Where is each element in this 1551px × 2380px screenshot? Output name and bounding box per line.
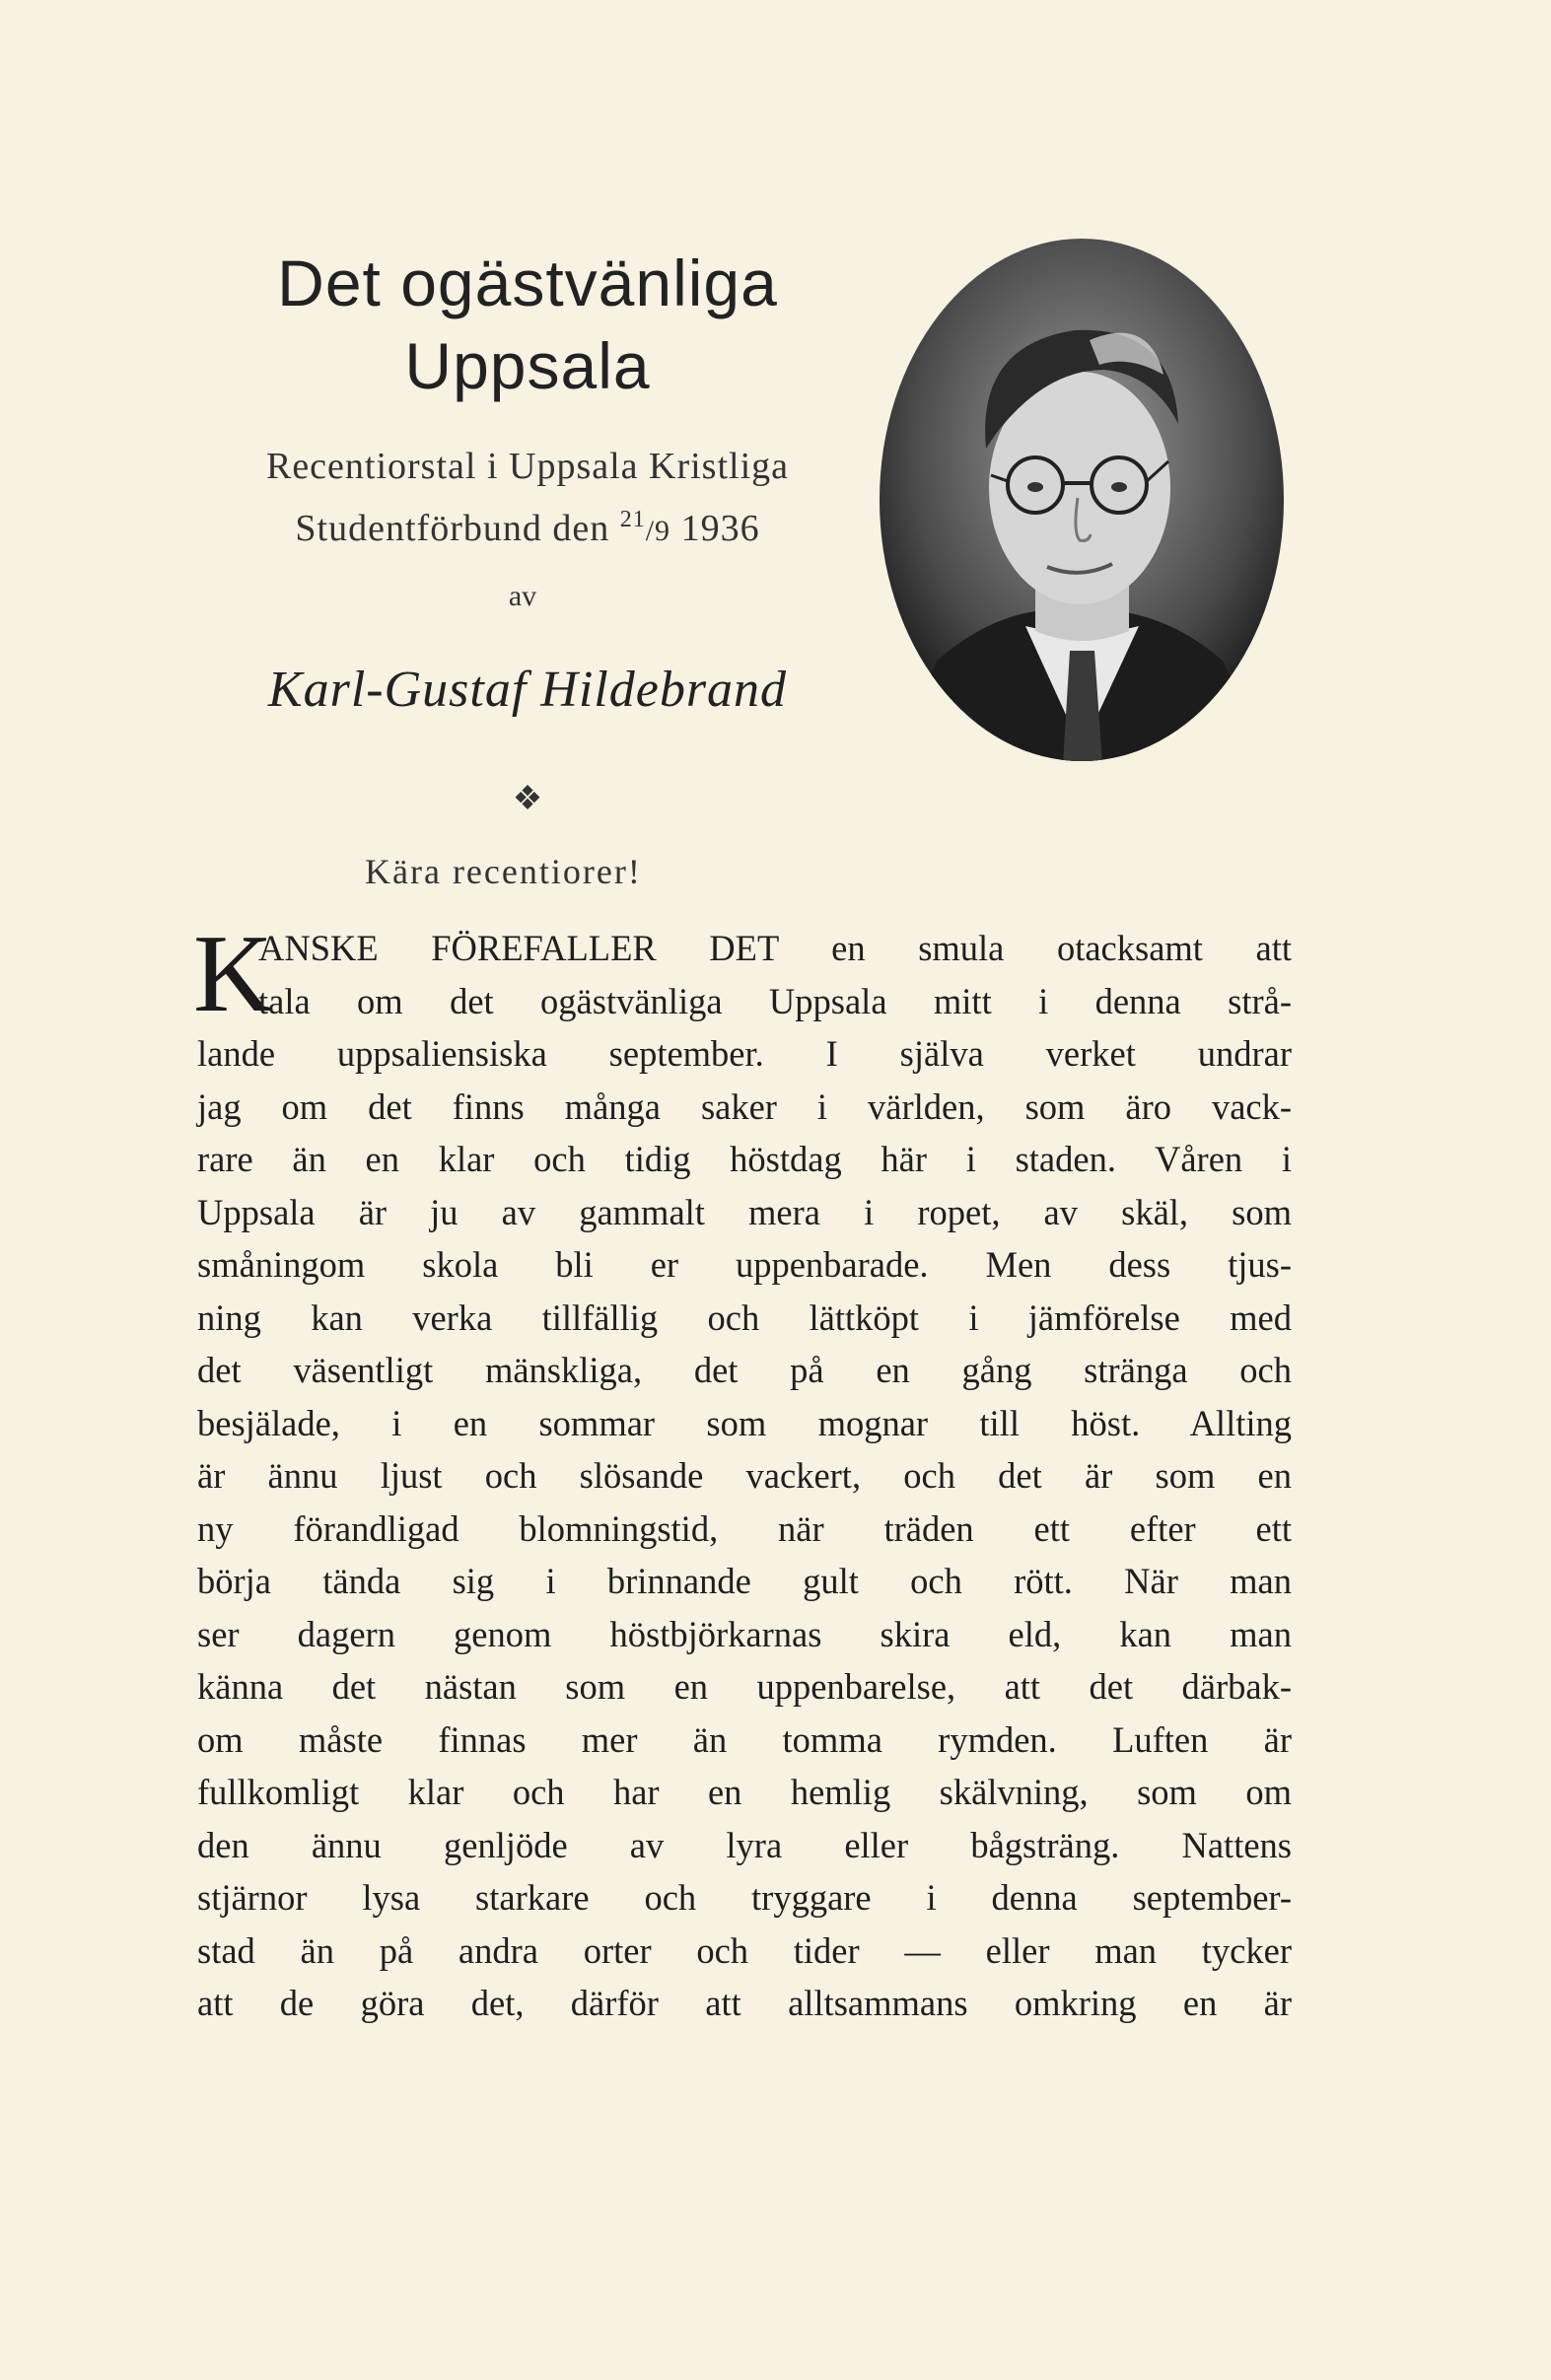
text-line: känna det nästan som en uppenbarelse, att det därbak-: [197, 1666, 1292, 1707]
byline: av: [508, 580, 537, 612]
author-portrait: [878, 237, 1287, 764]
text-line: att de göra det, därför att alltsammans omkring en är: [197, 1983, 1292, 2023]
text-line: är ännu ljust och slösande vackert, och det är som en: [197, 1455, 1292, 1496]
ornament-glyph: ❖: [512, 781, 543, 817]
article-title: [197, 242, 858, 407]
subtitle-prefix: Studentförbund den: [295, 508, 610, 549]
date-numerator: 21: [619, 507, 646, 532]
text-line: fullkomligt klar och har en hemlig skälvning, som om: [197, 1772, 1292, 1812]
date-denominator: /9: [645, 515, 671, 547]
text-line: om måste finnas mer än tomma rymden. Luften är: [197, 1718, 1292, 1760]
title-line-2: Uppsala: [404, 329, 651, 402]
author-name: Karl-Gustaf Hildebrand: [267, 662, 788, 718]
text-line: börja tända sig i brinnande gult och rött. När man: [197, 1561, 1292, 1601]
text-line: stad än på andra orter och tider — eller man tycker: [197, 1929, 1292, 1971]
text-line: den ännu genljöde av lyra eller bågsträng. Nattens: [197, 1824, 1292, 1865]
subtitle-line-1: Recentiorstal i Uppsala Kristliga: [265, 446, 790, 487]
subtitle-line-2: [177, 493, 878, 558]
text-line: ning kan verka tillfällig och lättköpt i jämförelse med: [197, 1296, 1292, 1338]
text-line: jag om det finns många saker i världen, som äro vack-: [197, 1085, 1292, 1127]
subtitle-year: 1936: [680, 508, 760, 549]
drop-cap: K: [193, 913, 273, 1035]
salutation: Kära recentiorer!: [365, 852, 642, 891]
subtitle: [177, 440, 878, 558]
text-line: tala om det ogästvänliga Uppsala mitt i denna strå-: [258, 980, 1292, 1021]
text-line: stjärnor lysa starkare och tryggare i denna september-: [197, 1877, 1292, 1918]
text-line: ny förandligad blomningstid, när träden ett efter ett: [197, 1507, 1292, 1549]
text-line: ser dagern genom höstbjörkarnas skira eld, kan man: [197, 1613, 1292, 1654]
text-line: rare än en klar och tidig höstdag här i staden. Våren i: [197, 1139, 1292, 1179]
text-line: besjälade, i en sommar som mognar till höst. Allting: [197, 1402, 1292, 1443]
text-line: det väsentligt mänskliga, det på en gång stränga och: [197, 1350, 1292, 1390]
text-line: ANSKE FÖREFALLER DET en smula otacksamt att: [258, 928, 1292, 968]
title-line-1: Det ogästvänliga: [277, 246, 778, 319]
text-line: lande uppsaliensiska september. I själva verket undrar: [197, 1033, 1292, 1074]
text-line: småningom skola bli er uppenbarade. Men dess tjus-: [197, 1244, 1292, 1285]
body-text: [197, 922, 1292, 2030]
text-line: Uppsala är ju av gammalt mera i ropet, av skäl, som: [197, 1191, 1292, 1232]
